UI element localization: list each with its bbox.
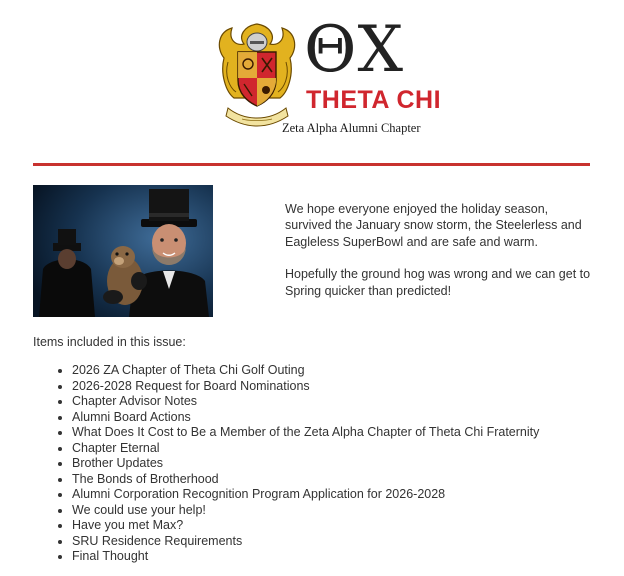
- newsletter-header: [0, 0, 624, 160]
- list-item: 2026-2028 Request for Board Nominations: [58, 379, 539, 395]
- issue-contents-label: Items included in this issue:: [33, 335, 186, 349]
- list-item: We could use your help!: [58, 503, 539, 519]
- intro-paragraph: We hope everyone enjoyed the holiday season, survived the January snow storm, the Steelerless and Eagleless SuperBowl and are safe and warm.: [285, 202, 582, 249]
- list-item: SRU Residence Requirements: [58, 534, 539, 550]
- greek-letters: ΘΧ: [304, 13, 405, 87]
- list-item: Alumni Corporation Recognition Program Application for 2026-2028: [58, 487, 539, 503]
- list-item: Chapter Advisor Notes: [58, 394, 539, 410]
- header-divider: [33, 163, 590, 166]
- intro-text: [285, 201, 595, 315]
- list-item: Final Thought: [58, 549, 539, 565]
- photo-illustration: [33, 185, 213, 317]
- issue-contents-list: [58, 363, 539, 565]
- list-item: 2026 ZA Chapter of Theta Chi Golf Outing: [58, 363, 539, 379]
- list-item: Alumni Board Actions: [58, 410, 539, 426]
- groundhog-photo: [33, 185, 213, 317]
- list-item: Chapter Eternal: [58, 441, 539, 457]
- list-item: Brother Updates: [58, 456, 539, 472]
- list-item: Have you met Max?: [58, 518, 539, 534]
- theta-chi-crest-icon: [214, 18, 300, 130]
- intro-paragraph: Hopefully the ground hog was wrong and we can get to Spring quicker than predicted!: [285, 267, 591, 298]
- fraternity-name: THETA CHI: [306, 86, 442, 114]
- list-item: The Bonds of Brotherhood: [58, 472, 539, 488]
- list-item: What Does It Cost to Be a Member of the Zeta Alpha Chapter of Theta Chi Fraternity: [58, 425, 539, 441]
- chapter-name: Zeta Alpha Alumni Chapter: [282, 121, 421, 135]
